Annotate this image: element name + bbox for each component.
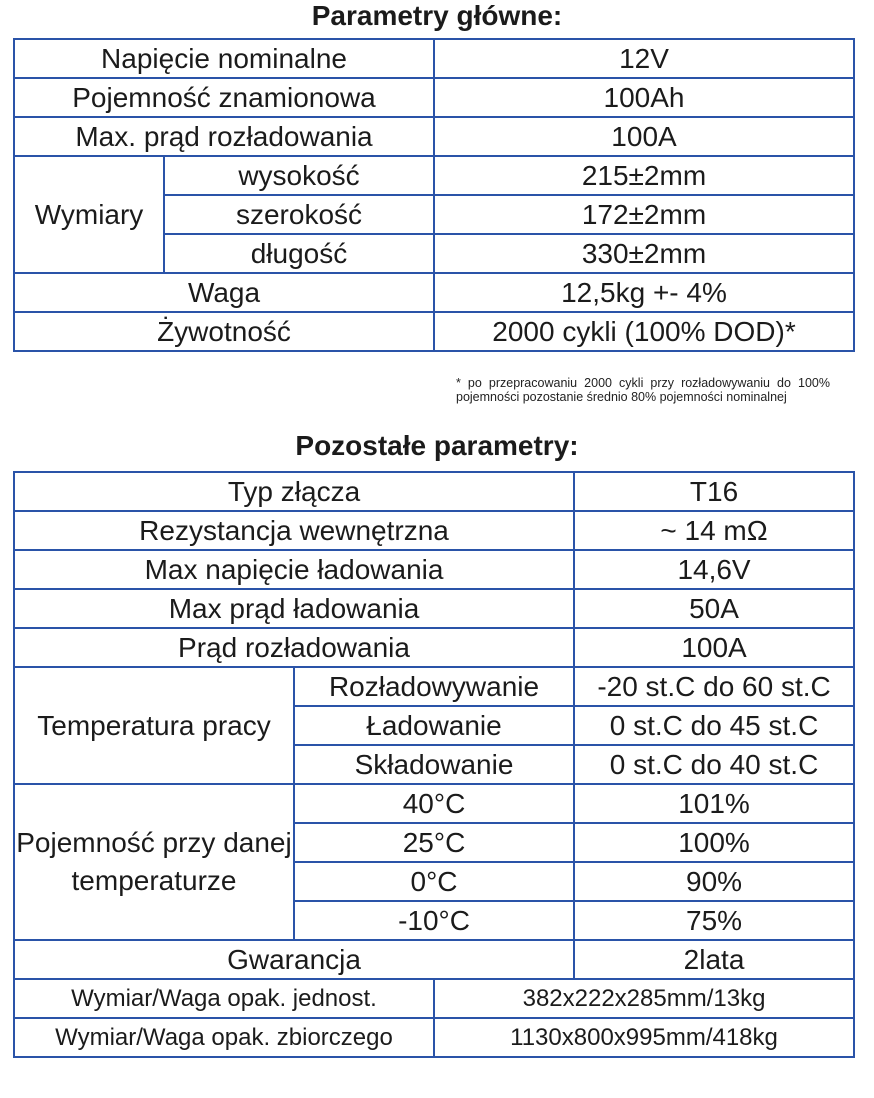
row-value: 14,6V	[574, 550, 854, 589]
row-value: 0 st.C do 40 st.C	[574, 745, 854, 784]
main-params-table	[13, 38, 855, 352]
row-value: ~ 14 mΩ	[574, 511, 854, 550]
row-sublabel: szerokość	[164, 195, 434, 234]
table-row	[14, 156, 854, 195]
table-row	[14, 784, 854, 823]
row-label: Max napięcie ładowania	[14, 550, 574, 589]
row-sublabel: 0°C	[294, 862, 574, 901]
row-sublabel: 40°C	[294, 784, 574, 823]
table-row	[14, 273, 854, 312]
row-value: 12,5kg +- 4%	[434, 273, 854, 312]
other-params-heading: Pozostałe parametry:	[295, 430, 579, 461]
row-label: Prąd rozładowania	[14, 628, 574, 667]
row-value: 50A	[574, 589, 854, 628]
row-label: Napięcie nominalne	[14, 39, 434, 78]
row-value: 0 st.C do 45 st.C	[574, 706, 854, 745]
row-value: 2lata	[574, 940, 854, 979]
table-row	[14, 117, 854, 156]
table-row	[14, 312, 854, 351]
table-row	[14, 39, 854, 78]
row-label: Rezystancja wewnętrzna	[14, 511, 574, 550]
group-label: Temperatura pracy	[14, 667, 294, 784]
row-value: T16	[574, 472, 854, 511]
main-params-heading: Parametry główne:	[311, 0, 563, 31]
row-value: 172±2mm	[434, 195, 854, 234]
row-value: 75%	[574, 901, 854, 940]
row-value: 100%	[574, 823, 854, 862]
row-value: 101%	[574, 784, 854, 823]
row-value: 100A	[434, 117, 854, 156]
row-label: Wymiar/Waga opak. zbiorczego	[14, 1018, 434, 1057]
group-label: Pojemność przy danej temperaturze	[14, 784, 294, 940]
row-sublabel: Składowanie	[294, 745, 574, 784]
table-row	[14, 1018, 854, 1057]
row-label: Żywotność	[14, 312, 434, 351]
row-sublabel: wysokość	[164, 156, 434, 195]
row-value: 100A	[574, 628, 854, 667]
row-label: Gwarancja	[14, 940, 574, 979]
row-sublabel: długość	[164, 234, 434, 273]
row-value: 2000 cykli (100% DOD)*	[434, 312, 854, 351]
table-row	[14, 472, 854, 511]
row-value: 12V	[434, 39, 854, 78]
row-value: 100Ah	[434, 78, 854, 117]
row-value: -20 st.C do 60 st.C	[574, 667, 854, 706]
row-sublabel: -10°C	[294, 901, 574, 940]
group-label: Wymiary	[14, 156, 164, 273]
row-value: 215±2mm	[434, 156, 854, 195]
footnote: * po przepracowaniu 2000 cykli przy rozładowywaniu do 100% pojemności pozostanie średnio 80% pojemności nominalnej	[456, 376, 830, 404]
row-sublabel: Ładowanie	[294, 706, 574, 745]
row-label: Wymiar/Waga opak. jednost.	[14, 979, 434, 1018]
row-label: Waga	[14, 273, 434, 312]
row-value: 90%	[574, 862, 854, 901]
table-row	[14, 979, 854, 1018]
row-sublabel: Rozładowywanie	[294, 667, 574, 706]
table-row	[14, 511, 854, 550]
table-row	[14, 667, 854, 706]
table-row	[14, 589, 854, 628]
row-label: Pojemność znamionowa	[14, 78, 434, 117]
table-row	[14, 628, 854, 667]
row-value: 382x222x285mm/13kg	[434, 979, 854, 1018]
row-value: 1130x800x995mm/418kg	[434, 1018, 854, 1057]
row-value: 330±2mm	[434, 234, 854, 273]
table-row	[14, 550, 854, 589]
table-row	[14, 78, 854, 117]
row-label: Typ złącza	[14, 472, 574, 511]
row-label: Max prąd ładowania	[14, 589, 574, 628]
other-params-table	[13, 471, 855, 1058]
row-label: Max. prąd rozładowania	[14, 117, 434, 156]
table-row	[14, 940, 854, 979]
row-sublabel: 25°C	[294, 823, 574, 862]
